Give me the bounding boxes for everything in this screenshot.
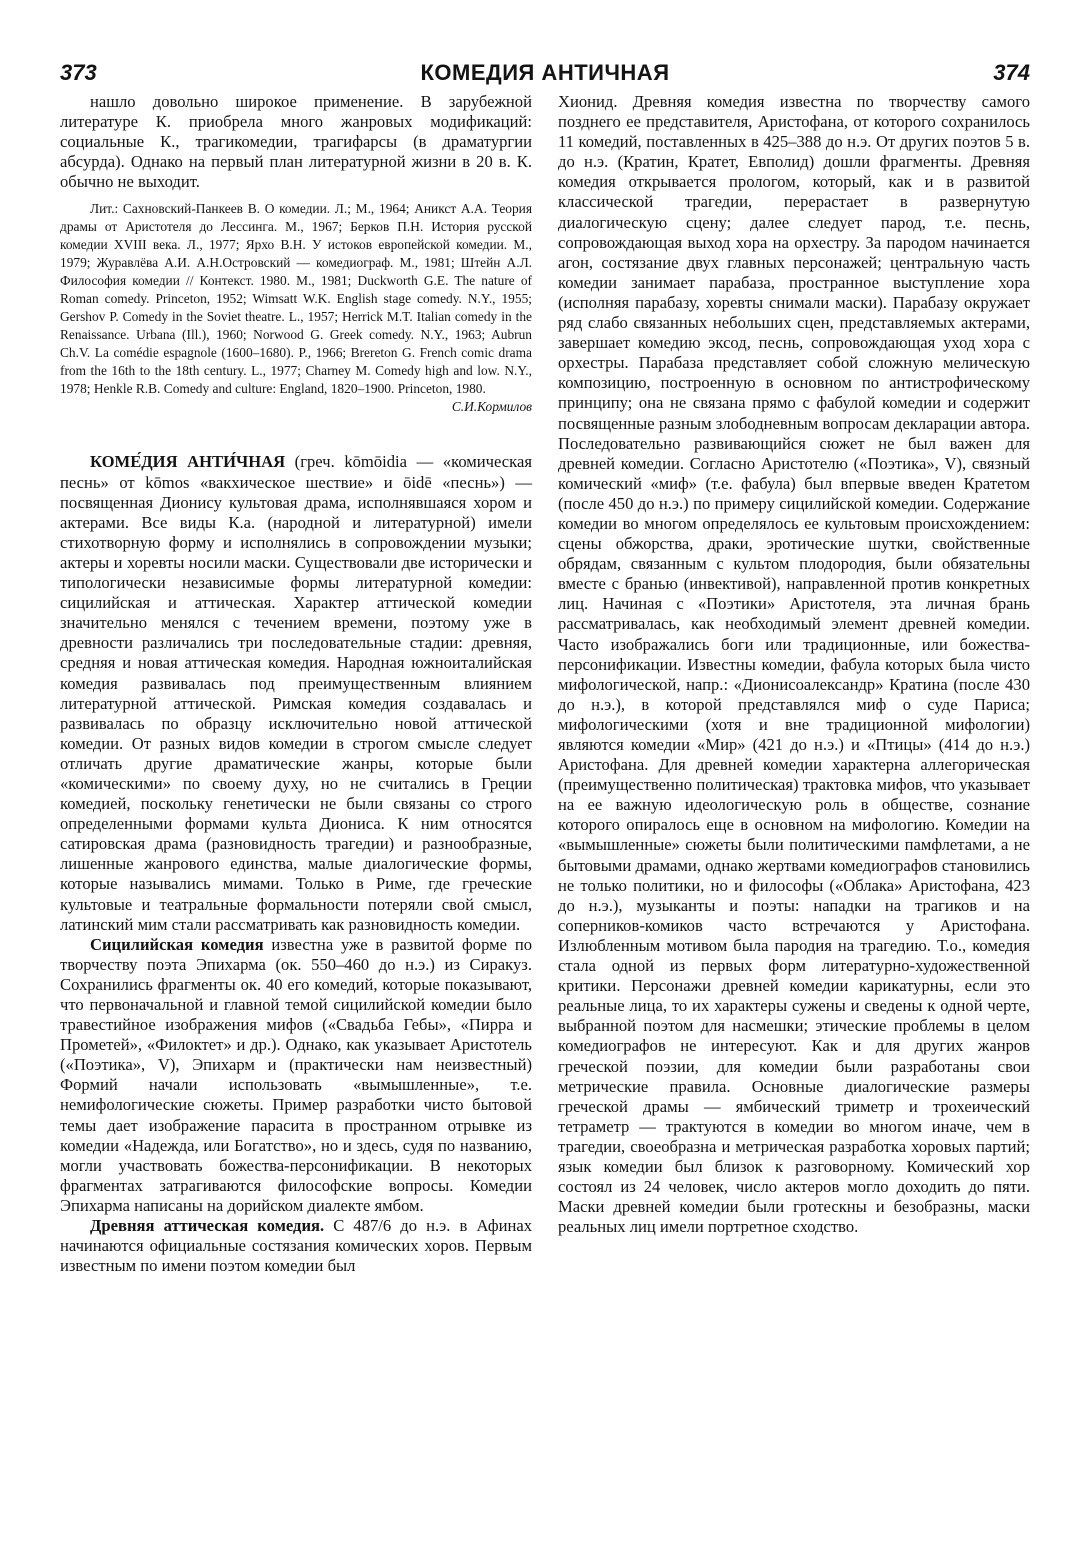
- author-signature: С.И.Кормилов: [451, 399, 532, 415]
- intro-paragraph: нашло довольно широкое применение. В зарубежной литературе К. приобрела много жанровых модификаций: социальные К., трагикомедии, трагифарсы (в драматургии абсурда). Однако на первый план литературной жизни в 20 в. К. обычно не выходит.: [60, 92, 532, 192]
- left-column: [60, 92, 532, 1276]
- page-header: [60, 52, 1030, 88]
- running-title: КОМЕДИЯ АНТИЧНАЯ: [420, 60, 670, 85]
- right-column: [558, 92, 1030, 1237]
- sicilian-text: известна уже в развитой форме по творчеству поэта Эпихарма (ок. 550–460 до н.э.) из Сиракуз. Сохранились фрагменты ок. 40 его комедий, которые показывают, что первоначальной и главной темой сицилийской комедии было травестийное изображения мифов («Свадьба Гебы», «Пирра и Прометей», «Филоктет» и др.). Однако, как указывает Аристотель («Поэтика», V), Эпихарм и (практически нам неизвестный) Формий начали использовать «вымышленные», т.е. немифологические сюжеты. Пример разработки чисто бытовой темы дает изображение парасита в пространном отрывке из комедии «Надежда, или Богатство», но и здесь, судя по названию, могли участвовать божества-персонификации. В некоторых фрагментах затрагиваются философские вопросы. Комедии Эпихарма написаны на дорийском диалекте ямбом.: [60, 934, 532, 1215]
- entry-paragraph: [60, 452, 532, 934]
- section-gap: [60, 416, 532, 452]
- attic-text: С 487/6 до н.э. в Афинах начинаются официальные состязания комических хоров. Первым известным по имени поэтом комедии был: [60, 1216, 532, 1276]
- attic-heading: Древняя аттическая комедия.: [90, 1216, 325, 1236]
- entry-text: (греч. kōmōidia — «комическая песнь» от kōmos «вакхическое шествие» и ōidē «песнь») — посвященная Дионису культовая драма, исполнявшаяся хором и актерами. Все виды К.а. (народной и литературной) имели стихотворную форму и исполнялись в сопровождении музыки; актеры и хоревты носили маски. Существовали две исторически и типологически независимые формы литературной комедии: сицилийская и аттическая. Характер аттической комедии значительно менялся с течением времени, поэтому уже в древности различались три последовательные стадии: древняя, средняя и новая аттическая комедия. Народная южноиталийская комедия развивалась под преимущественным влиянием литературной аттической. Римская комедия создавалась и развивалась по образцу исключительно новой аттической комедии. От разных видов комедии в строгом смысле следует отличать другие драматические жанры, которые были «комическими» по своему духу, но не считались в Греции комедией, поскольку генетически не были связаны со строго определенными формами культа Диониса. К ним относятся сатировская драма (разновидность трагедии) и разнообразные, лишенные жанрового единства, малые диалогические формы, которые назывались мимами. Только в Риме, где греческие культовые и театральные формальности потеряли свой смысл, латинский мим стали рассматривать как разновидность комедии.: [60, 452, 532, 934]
- literature-label: Лит.:: [90, 201, 123, 217]
- sicilian-paragraph: [60, 935, 532, 1216]
- literature-text: Сахновский-Панкеев В. О комедии. Л.; М., 1964; Аникст А.А. Теория драмы от Аристотеля до Лессинга. М., 1967; Берков П.Н. История русской комедии XVIII века. Л., 1977; Ярхо В.Н. У истоков европейской комедии. М., 1979; Журавлёва А.И. А.Н.Островский — комедиограф. М., 1981; Штейн А.Л. Философия комедии // Контекст. 1980. М., 1981; Duckworth G.E. The nature of Roman comedy. Princeton, 1952; Wimsatt W.K. English stage comedy. N.Y., 1955; Gershov P. Comedy in the Soviet theatre. L., 1957; Herrick M.T. Italian comedy in the Renaissance. Urbana (Ill.), 1960; Norwood G. Greek comedy. N.Y., 1963; Aubrun Ch.V. La comédie espagnole (1600–1680). P., 1966; Brereton G. French comic drama from the 16th to the 18th century. L., 1977; Charney M. Comedy high and low. N.Y., 1978; Henkle R.B. Comedy and culture: England, 1820–1900. Princeton, 1980.: [60, 201, 532, 397]
- page-number-right: 374: [993, 60, 1030, 85]
- sicilian-heading: Сицилийская комедия: [90, 934, 264, 954]
- attic-paragraph: [60, 1216, 532, 1276]
- right-column-text: Хионид. Древняя комедия известна по творчеству самого позднего ее представителя, Аристофана, от которого сохранилось 11 комедий, поставленных в 425–388 до н.э. От других поэтов 5 в. до н.э. (Кратин, Кратет, Евполид) дошли фрагменты. Древняя комедия открывается прологом, который, как и в развитой классической трагедии, перерастает в развернутую диалогическую сцену; далее следует парод, т.е. песнь, сопровождающая выход хора на орхестру. За пародом начинается агон, состязание двух главных персонажей; центральную часть комедии занимает парабаза, пространное выступление хора (исполняя парабазу, хоревты снимали маски). Парабазу окружает ряд слабо связанных небольших сцен, представляемых актерами, завершает комедию эксод, песнь, сопровождающая уход хора с орхестры. Парабаза представляет собой сложную мелическую композицию, построенную в основном по антистрофическому принципу; она не связана прямо с фабулой комедии и содержит посвященные разным злободневным вопросам декларации автора. Последовательно развивающийся сюжет не был важен для древней комедии. Согласно Аристотелю («Поэтика», V), связный комический «миф» (т.е. фабула) был впервые введен Кратетом (после 450 до н.э.) по примеру сицилийской комедии. Содержание комедии во многом определялось ее культовым происхождением: сцены обжорства, драки, эротические шутки, свойственные обрядам, связанным с культом плодородия, были обязательны вместе с бранью (инвективой), направленной против конкретных лиц. Начиная с «Поэтики» Аристотеля, эта личная брань рассматривалась, как необходимый элемент древней комедии. Часто изображались боги или традиционные, или божества-персонификации. Известны комедии, фабула которых была чисто мифологической, напр.: «Дионисоалександр» Кратина (после 430 до н.э.), в которой представлялся миф о суде Париса; мифологическими (хотя и вне традиционной мифологии) являются комедии «Мир» (421 до н.э.) и «Птицы» (414 до н.э.) Аристофана. Для древней комедии характерна аллегорическая (преимущественно политическая) трактовка мифов, что указывает на ее важную идеологическую роль в обществе, сознание которого опиралось еще в основном на мифологию. Комедии на «вымышленные» сюжеты были политическими памфлетами, а не бытовыми драмами, однако жертвами комедиографов становились не только политики, но и философы («Облака» Аристофана, 423 до н.э.), музыканты и поэты: нападки на трагиков и на соперников-комиков часто встречаются у Аристофана. Излюбленным мотивом была пародия на трагедию. Т.о., комедия стала одной из первых форм литературно-художественной критики. Персонажи древней комедии карикатурны, если это реальные лица, то их характеры сужены и сведены к одной черте, выбранной поэтом для насмешки; этические проблемы в целом комедиографов не интересуют. Как и для других жанров греческой поэзии, для комедии были разработаны свои метрические правила. Основные диалогические размеры греческой драмы — ямбический триметр и трохеический тетраметр — трактуются в комедии во многом иначе, чем в трагедии, своеобразна и метрическая разработка хоровых партий; язык комедии был близок к разговорному. Комический хор состоял из 24 человек, число актеров могло доходить до пяти. Маски древней комедии были гротескны и безобразны, маски реальных лиц имели портретное сходство.: [558, 92, 1030, 1237]
- entry-heading: КОМЕ́ДИЯ АНТИ́ЧНАЯ: [90, 452, 286, 472]
- page-number-left: 373: [60, 60, 97, 85]
- literature-list: [60, 200, 532, 415]
